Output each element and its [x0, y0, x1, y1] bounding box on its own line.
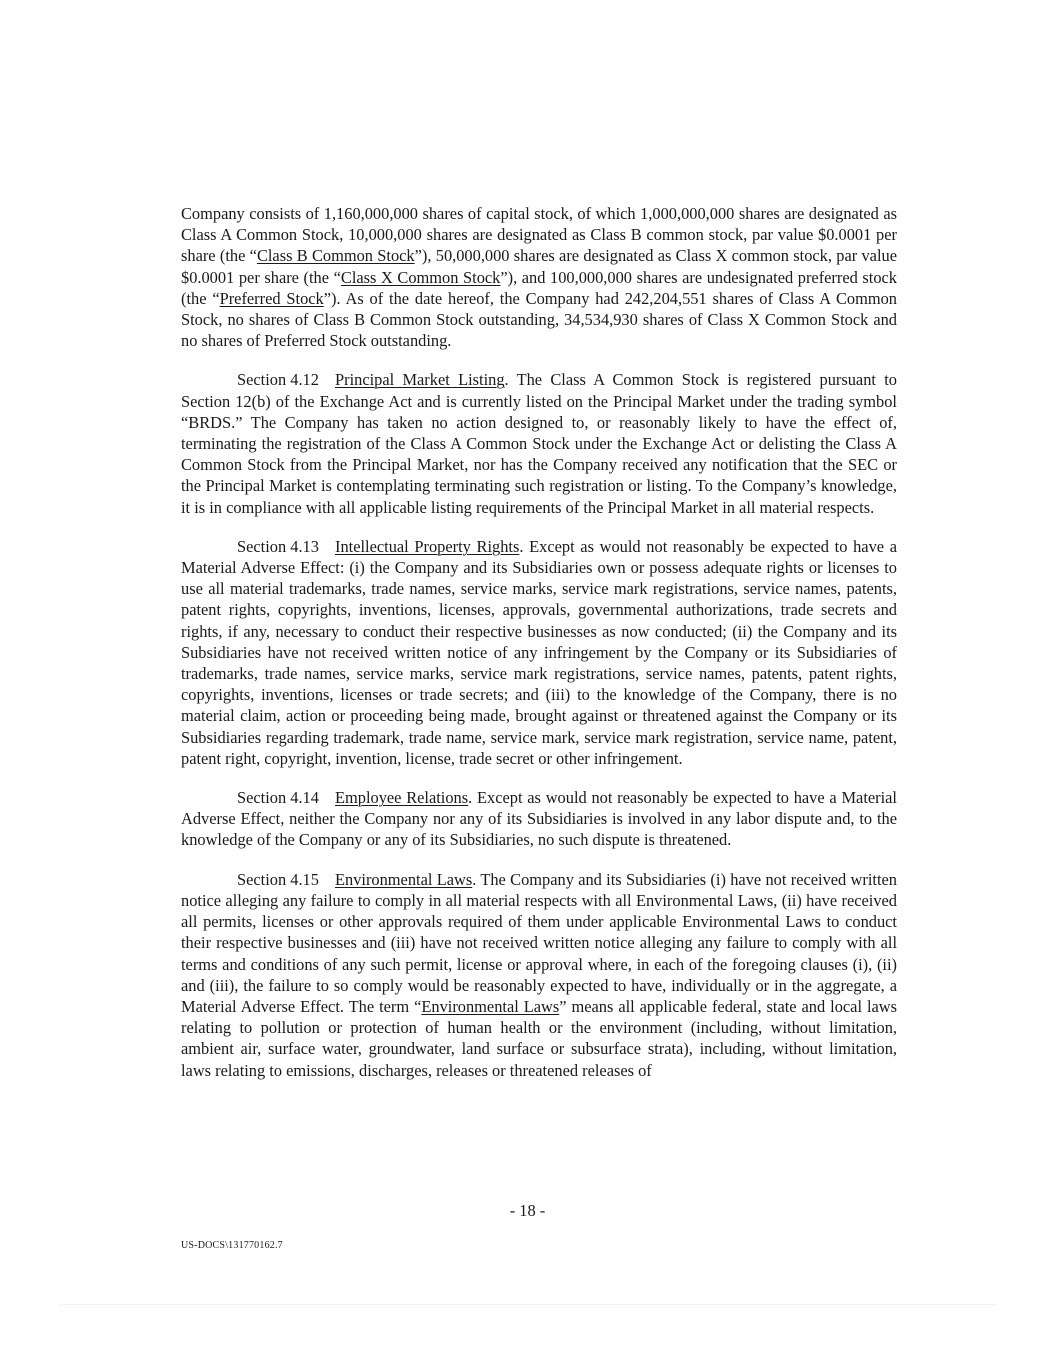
section-text: . Except as would not reasonably be expected to have a Material Adverse Effect: (i) the Company and its Subsidiaries own or possess adequate rights or licenses to use all material trademarks, trade names, service marks, service mark registrations, service names, patents, patent rights, copyrights, inventions, licenses, approvals, governmental authorizations, trade secrets and rights, if any, necessary to conduct their respective businesses as now conducted; (ii) the Company and its Subsidiaries have not received written notice of any infringement by the Company or its Subsidiaries of trademarks, trade names, service marks, service mark registrations, service names, patents, patent rights, copyrights, inventions, licenses or trade secrets; and (iii) to the knowledge of the Company, there is no material claim, action or proceeding being made, brought against or threatened against the Company or its Subsidiaries regarding trademark, trade name, service mark, service mark registration, service name, patent, patent right, copyright, invention, license, trade secret or other infringement.	[181, 536, 898, 768]
section-heading: Employee Relations	[335, 788, 469, 808]
defined-term-class-x: Class X Common Stock	[340, 267, 501, 287]
defined-term-class-b: Class B Common Stock	[256, 246, 415, 266]
defined-term-environmental-laws: Environmental Laws	[421, 996, 560, 1016]
section-4-14	[181, 787, 897, 851]
section-4-15	[181, 869, 897, 1081]
document-id: US-DOCS\131770162.7	[181, 1240, 283, 1251]
section-4-13	[181, 536, 897, 769]
section-heading: Environmental Laws	[335, 869, 473, 889]
section-number: Section 4.14	[237, 788, 319, 808]
document-body	[181, 203, 897, 1099]
defined-term-preferred: Preferred Stock	[219, 288, 324, 308]
section-text: . The Company and its Subsidiaries (i) have not received written notice alleging any failure to comply in all material respects with all Environmental Laws, (ii) have received all permits, licenses or other approvals required of them under applicable Environmental Laws to conduct their respective businesses and (iii) have not received written notice alleging any failure to comply with all terms and conditions of any such permit, license or approval where, in each of the foregoing clauses (i), (ii) and (iii), the failure to so comply would be reasonably expected to have, individually or in the aggregate, a Material Adverse Effect. The term “	[181, 869, 897, 1016]
section-text: . Except as would not reasonably be expected to have a Material Adverse Effect, neither the Company nor any of its Subsidiaries is involved in any labor dispute and, to the knowledge of the Company or any of its Subsidiaries, no such dispute is threatened.	[181, 788, 897, 850]
section-heading: Principal Market Listing	[335, 370, 505, 390]
section-number: Section 4.13	[237, 536, 319, 556]
section-number: Section 4.12	[237, 370, 319, 390]
opening-text-4: ”). As of the date hereof, the Company had 242,204,551 shares of Class A Common Stock, no shares of Class B Common Stock outstanding, 34,534,930 shares of Class X Common Stock and no shares of Preferred Stock outstanding.	[181, 288, 897, 351]
section-text-continued: ” means all applicable federal, state and local laws relating to pollution or protection of human health or the environment (including, without limitation, ambient air, surface water, groundwater, land surface or subsurface strata), including, without limitation, laws relating to emissions, discharges, releases or threatened releases of	[181, 996, 897, 1080]
opening-text-1: Company consists of 1,160,000,000 shares of capital stock, of which 1,000,000,000 shares are designated as Class A Common Stock, 10,000,000 shares are designated as Class B common stock, par value $0.0001 per share (the “	[181, 204, 897, 266]
section-4-12	[181, 369, 897, 517]
section-heading: Intellectual Property Rights	[335, 536, 520, 556]
opening-paragraph	[181, 203, 897, 351]
section-number: Section 4.15	[237, 869, 319, 889]
page-bottom-divider	[60, 1304, 995, 1305]
page-number: - 18 -	[509, 1201, 546, 1220]
opening-text-3: ”), and 100,000,000 shares are undesignated preferred stock (the “	[181, 267, 898, 308]
section-text: . The Class A Common Stock is registered pursuant to Section 12(b) of the Exchange Act and is currently listed on the Principal Market under the trading symbol “BRDS.” The Company has taken no action designed to, or reasonably likely to have the effect of, terminating the registration of the Class A Common Stock under the Exchange Act or delisting the Class A Common Stock from the Principal Market, nor has the Company received any notification that the SEC or the Principal Market is contemplating terminating such registration or listing. To the Company’s knowledge, it is in compliance with all applicable listing requirements of the Principal Market in all material respects.	[181, 370, 897, 517]
opening-text-2: ”), 50,000,000 shares are designated as Class X common stock, par value $0.0001 per share (the “	[181, 246, 897, 287]
